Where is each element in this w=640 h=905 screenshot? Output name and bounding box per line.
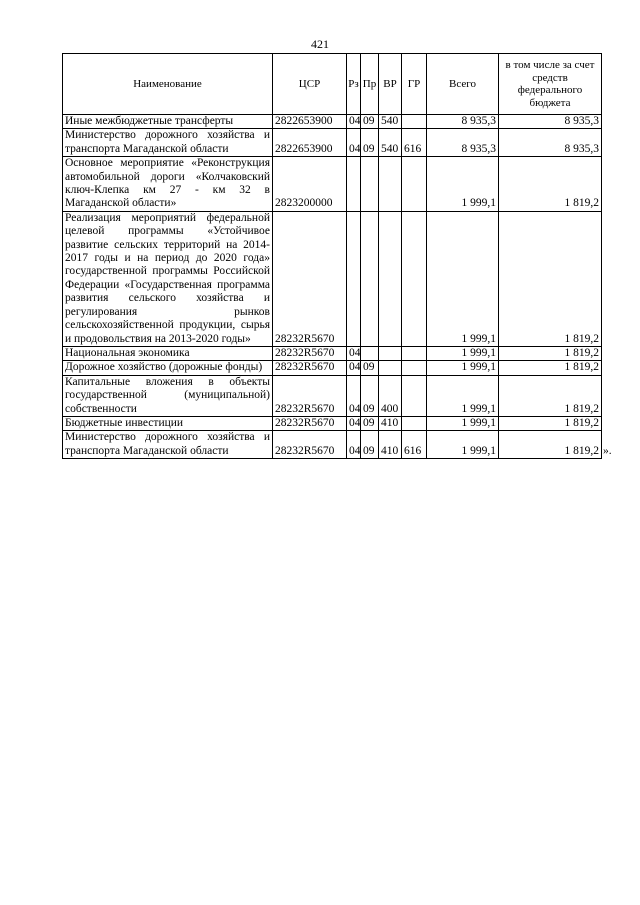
cell-vr [379, 346, 402, 360]
table-row [63, 431, 602, 459]
cell-pr: 09 [361, 361, 379, 375]
cell-pr [361, 346, 379, 360]
cell-total: 8 935,3 [427, 129, 499, 157]
cell-vr: 540 [379, 129, 402, 157]
cell-federal: 8 935,3 [499, 129, 602, 157]
cell-pr: 09 [361, 431, 379, 459]
cell-total: 8 935,3 [427, 115, 499, 129]
header-total: Всего [427, 54, 499, 115]
cell-gr [402, 361, 427, 375]
cell-vr: 540 [379, 115, 402, 129]
cell-federal: 1 819,2 [499, 361, 602, 375]
cell-csr: 28232R5670 [273, 346, 347, 360]
closing-quote-mark: ». [603, 444, 612, 457]
cell-total: 1 999,1 [427, 416, 499, 430]
cell-csr: 28232R5670 [273, 416, 347, 430]
cell-name: Бюджетные инвестиции [63, 416, 273, 430]
cell-gr [402, 346, 427, 360]
cell-total: 1 999,1 [427, 346, 499, 360]
cell-total: 1 999,1 [427, 375, 499, 416]
cell-name: Основное мероприятие «Реконструкция автомобильной дороги «Колчаковский ключ-Клепка км 27 - км 32 в Магаданской области» [63, 157, 273, 212]
cell-gr [402, 211, 427, 346]
header-csr: ЦСР [273, 54, 347, 115]
cell-vr [379, 361, 402, 375]
table-row [63, 361, 602, 375]
header-gr: ГР [402, 54, 427, 115]
cell-federal: 1 819,2 [499, 346, 602, 360]
cell-federal: 1 819,2 [499, 431, 602, 459]
table-row [63, 375, 602, 416]
cell-rz: 04 [347, 129, 361, 157]
cell-gr [402, 416, 427, 430]
cell-pr: 09 [361, 416, 379, 430]
cell-rz [347, 157, 361, 212]
cell-pr [361, 157, 379, 212]
cell-gr [402, 157, 427, 212]
cell-gr [402, 115, 427, 129]
cell-pr: 09 [361, 115, 379, 129]
cell-csr: 2823200000 [273, 157, 347, 212]
cell-rz [347, 211, 361, 346]
cell-federal: 1 819,2 [499, 211, 602, 346]
cell-total: 1 999,1 [427, 211, 499, 346]
table-row [63, 129, 602, 157]
cell-name: Иные межбюджетные трансферты [63, 115, 273, 129]
table-row [63, 346, 602, 360]
cell-federal: 1 819,2 [499, 416, 602, 430]
cell-rz: 04 [347, 361, 361, 375]
cell-name: Капитальные вложения в объекты государственной (муниципальной) собственности [63, 375, 273, 416]
cell-rz: 04 [347, 375, 361, 416]
cell-rz: 04 [347, 416, 361, 430]
header-pr: Пр [361, 54, 379, 115]
cell-name: Министерство дорожного хозяйства и транспорта Магаданской области [63, 129, 273, 157]
table-row [63, 157, 602, 212]
cell-name: Дорожное хозяйство (дорожные фонды) [63, 361, 273, 375]
header-vr: ВР [379, 54, 402, 115]
cell-csr: 2822653900 [273, 115, 347, 129]
cell-total: 1 999,1 [427, 431, 499, 459]
cell-pr: 09 [361, 129, 379, 157]
cell-csr: 28232R5670 [273, 431, 347, 459]
header-name: Наименование [63, 54, 273, 115]
cell-vr: 410 [379, 416, 402, 430]
table-row [63, 211, 602, 346]
cell-name: Министерство дорожного хозяйства и транспорта Магаданской области [63, 431, 273, 459]
cell-rz: 04 [347, 115, 361, 129]
page-number: 421 [311, 37, 329, 51]
cell-csr: 28232R5670 [273, 211, 347, 346]
table-header-row [63, 54, 602, 115]
cell-pr [361, 211, 379, 346]
table-row [63, 416, 602, 430]
budget-table [62, 53, 602, 459]
cell-vr [379, 157, 402, 212]
cell-csr: 2822653900 [273, 129, 347, 157]
cell-name: Национальная экономика [63, 346, 273, 360]
cell-total: 1 999,1 [427, 361, 499, 375]
cell-pr: 09 [361, 375, 379, 416]
cell-csr: 28232R5670 [273, 375, 347, 416]
header-federal: в том числе за счет средств федерального бюджета [499, 54, 602, 115]
cell-vr: 410 [379, 431, 402, 459]
cell-csr: 28232R5670 [273, 361, 347, 375]
cell-federal: 1 819,2 [499, 157, 602, 212]
cell-federal: 1 819,2 [499, 375, 602, 416]
header-rz: Рз [347, 54, 361, 115]
cell-vr [379, 211, 402, 346]
table-row [63, 115, 602, 129]
cell-rz: 04 [347, 431, 361, 459]
cell-gr [402, 375, 427, 416]
cell-total: 1 999,1 [427, 157, 499, 212]
cell-federal: 8 935,3 [499, 115, 602, 129]
cell-name: Реализация мероприятий федеральной целевой программы «Устойчивое развитие сельских территорий на 2014-2017 годы и на период до 2020 года» государственной программы Российской Федерации «Государственная программа развития сельского хозяйства и регулирования рынков сельскохозяйственной продукции, сырья и продовольствия на 2013-2020 годы» [63, 211, 273, 346]
cell-gr: 616 [402, 431, 427, 459]
cell-gr: 616 [402, 129, 427, 157]
cell-vr: 400 [379, 375, 402, 416]
cell-rz: 04 [347, 346, 361, 360]
